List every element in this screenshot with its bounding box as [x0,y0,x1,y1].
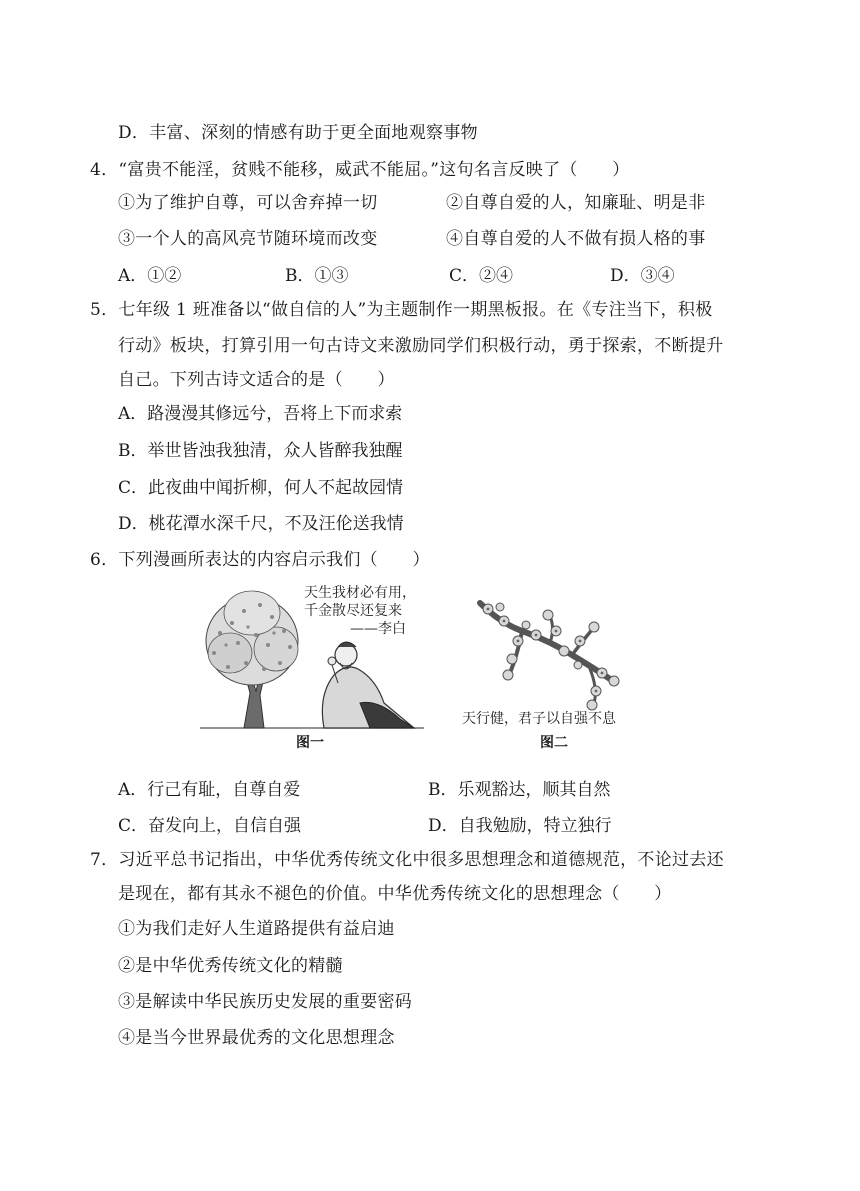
q3-option-d: D．丰富、深刻的情感有助于更全面地观察事物 [118,123,478,143]
figure-1-caption: 图一 [296,735,324,751]
q4-statement-1: ①为了维护自尊，可以舍弃掉一切 [118,193,378,213]
figure-1-poem-line-1: 天生我材必有用， [304,585,416,601]
q4-option-c: C．②④ [449,266,514,286]
q7-statement-3: ③是解读中华民族历史发展的重要密码 [118,992,413,1012]
q4-option-d: D．③④ [610,266,675,286]
figure-1-cartoon [200,583,424,731]
q7-statement-4: ④是当今世界最优秀的文化思想理念 [118,1028,395,1048]
q5-stem-line-3: 自己。下列古诗文适合的是（ ） [118,370,395,390]
figure-2-motto: 天行健，君子以自强不息 [462,711,616,727]
figure-1-poem-line-2: 千金散尽还复来 [304,603,402,619]
q7-statement-2: ②是中华优秀传统文化的精髓 [118,956,343,976]
q6-option-b: B．乐观豁达，顺其自然 [428,780,611,800]
q5-option-d: D．桃花潭水深千尺，不及汪伦送我情 [118,514,404,534]
q6-option-c: C．奋发向上，自信自强 [118,816,302,836]
q5-stem-line-2: 行动》板块，打算引用一句古诗文来激励同学们积极行动，勇于探索，不断提升 [118,336,724,356]
q5-stem-line-1: 5．七年级 1 班准备以“做自信的人”为主题制作一期黑板报。在《专注当下，积极 [90,300,713,320]
q7-statement-1: ①为我们走好人生道路提供有益启迪 [118,919,395,939]
q7-stem-line-2: 是现在，都有其永不褪色的价值。中华优秀传统文化的思想理念（ ） [118,884,672,904]
q6-stem: 6．下列漫画所表达的内容启示我们（ ） [90,550,430,570]
q5-option-c: C．此夜曲中闻折柳，何人不起故园情 [118,478,404,498]
figure-1-poem-author: ——李白 [350,621,406,637]
q4-option-b: B．①③ [285,266,349,286]
q6-option-a: A．行己有耻，自尊自爱 [118,780,301,800]
q7-stem-line-1: 7．习近平总书记指出，中华优秀传统文化中很多思想理念和道德规范，不论过去还 [90,850,724,870]
figure-2-caption: 图二 [540,735,568,751]
q4-option-a: A．①② [118,266,182,286]
q4-statement-4: ④自尊自爱的人不做有损人格的事 [446,229,706,249]
q6-option-d: D．自我勉励，特立独行 [428,816,612,836]
q4-statement-3: ③一个人的高风亮节随环境而改变 [118,229,378,249]
q5-option-b: B．举世皆浊我独清，众人皆醉我独醒 [118,441,403,461]
q4-statement-2: ②自尊自爱的人，知廉耻、明是非 [446,193,706,213]
q5-option-a: A．路漫漫其修远兮，吾将上下而求索 [118,404,403,424]
q4-stem: 4．“富贵不能淫，贫贱不能移，威武不能屈。”这句名言反映了（ ） [90,160,630,180]
figure-2-cartoon [460,595,655,731]
